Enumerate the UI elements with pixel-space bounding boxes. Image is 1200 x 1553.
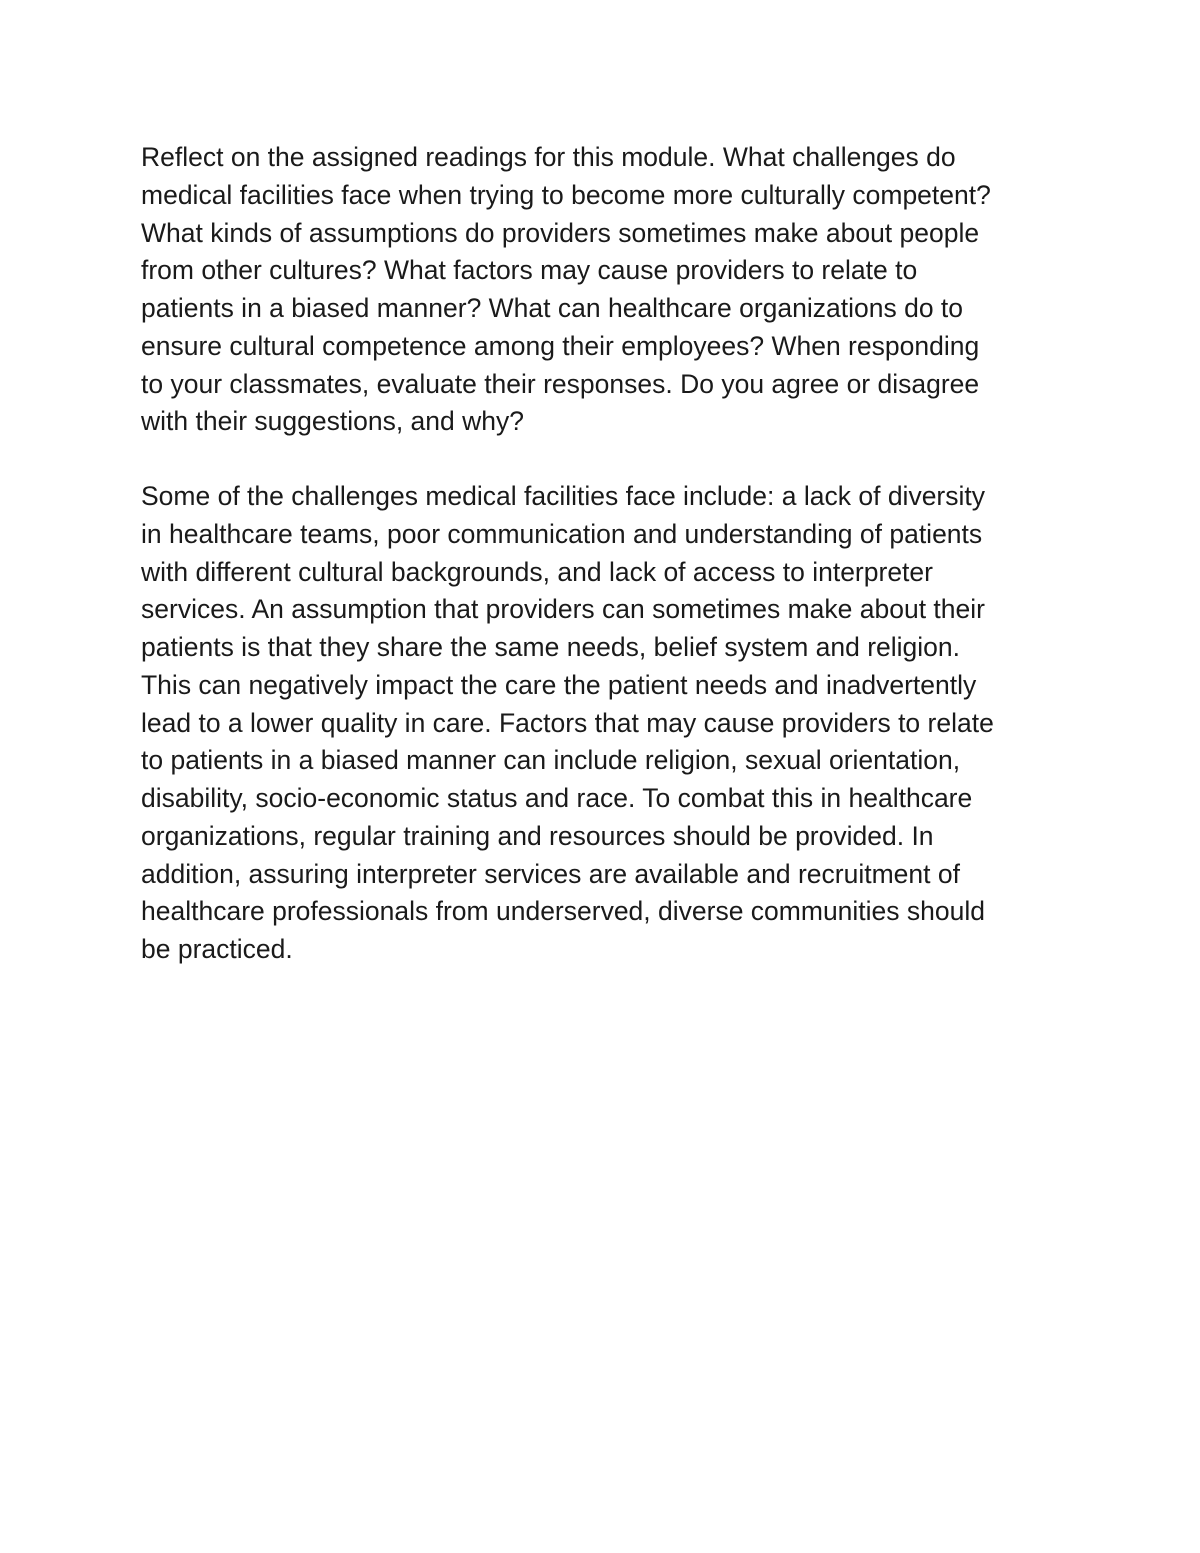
answer-line: be practiced. [141,934,293,964]
answer-paragraph [141,478,1081,969]
answer-line: organizations, regular training and resources should be provided. In [141,820,934,851]
prompt-line: medical facilities face when trying to become more culturally competent? [141,179,991,210]
prompt-line: Reflect on the assigned readings for this module. What challenges do [141,142,956,172]
prompt-paragraph [141,139,1081,441]
answer-line: services. An assumption that providers can sometimes make about their [141,594,985,625]
answer-line: This can negatively impact the care the patient needs and inadvertently [141,669,977,700]
answer-line: to patients in a biased manner can include religion, sexual orientation, [141,745,961,776]
answer-line: lead to a lower quality in care. Factors that may cause providers to relate [141,707,994,738]
answer-line: healthcare professionals from underserved, diverse communities should [141,896,986,927]
answer-line: addition, assuring interpreter services are available and recruitment of [141,858,960,889]
prompt-line: What kinds of assumptions do providers sometimes make about people [141,217,980,248]
prompt-line: to your classmates, evaluate their responses. Do you agree or disagree [141,368,980,399]
prompt-line: from other cultures? What factors may cause providers to relate to [141,255,918,286]
answer-line: disability, socio-economic status and race. To combat this in healthcare [141,783,973,813]
answer-line: in healthcare teams, poor communication and understanding of patients [141,518,983,549]
prompt-line: with their suggestions, and why? [141,406,524,437]
answer-line: with different cultural backgrounds, and lack of access to interpreter [141,556,933,587]
answer-line: Some of the challenges medical facilities face include: a lack of diversity [141,481,986,511]
prompt-line: ensure cultural competence among their employees? When responding [141,330,980,361]
answer-line: patients is that they share the same needs, belief system and religion. [141,632,961,662]
prompt-line: patients in a biased manner? What can healthcare organizations do to [141,293,964,323]
